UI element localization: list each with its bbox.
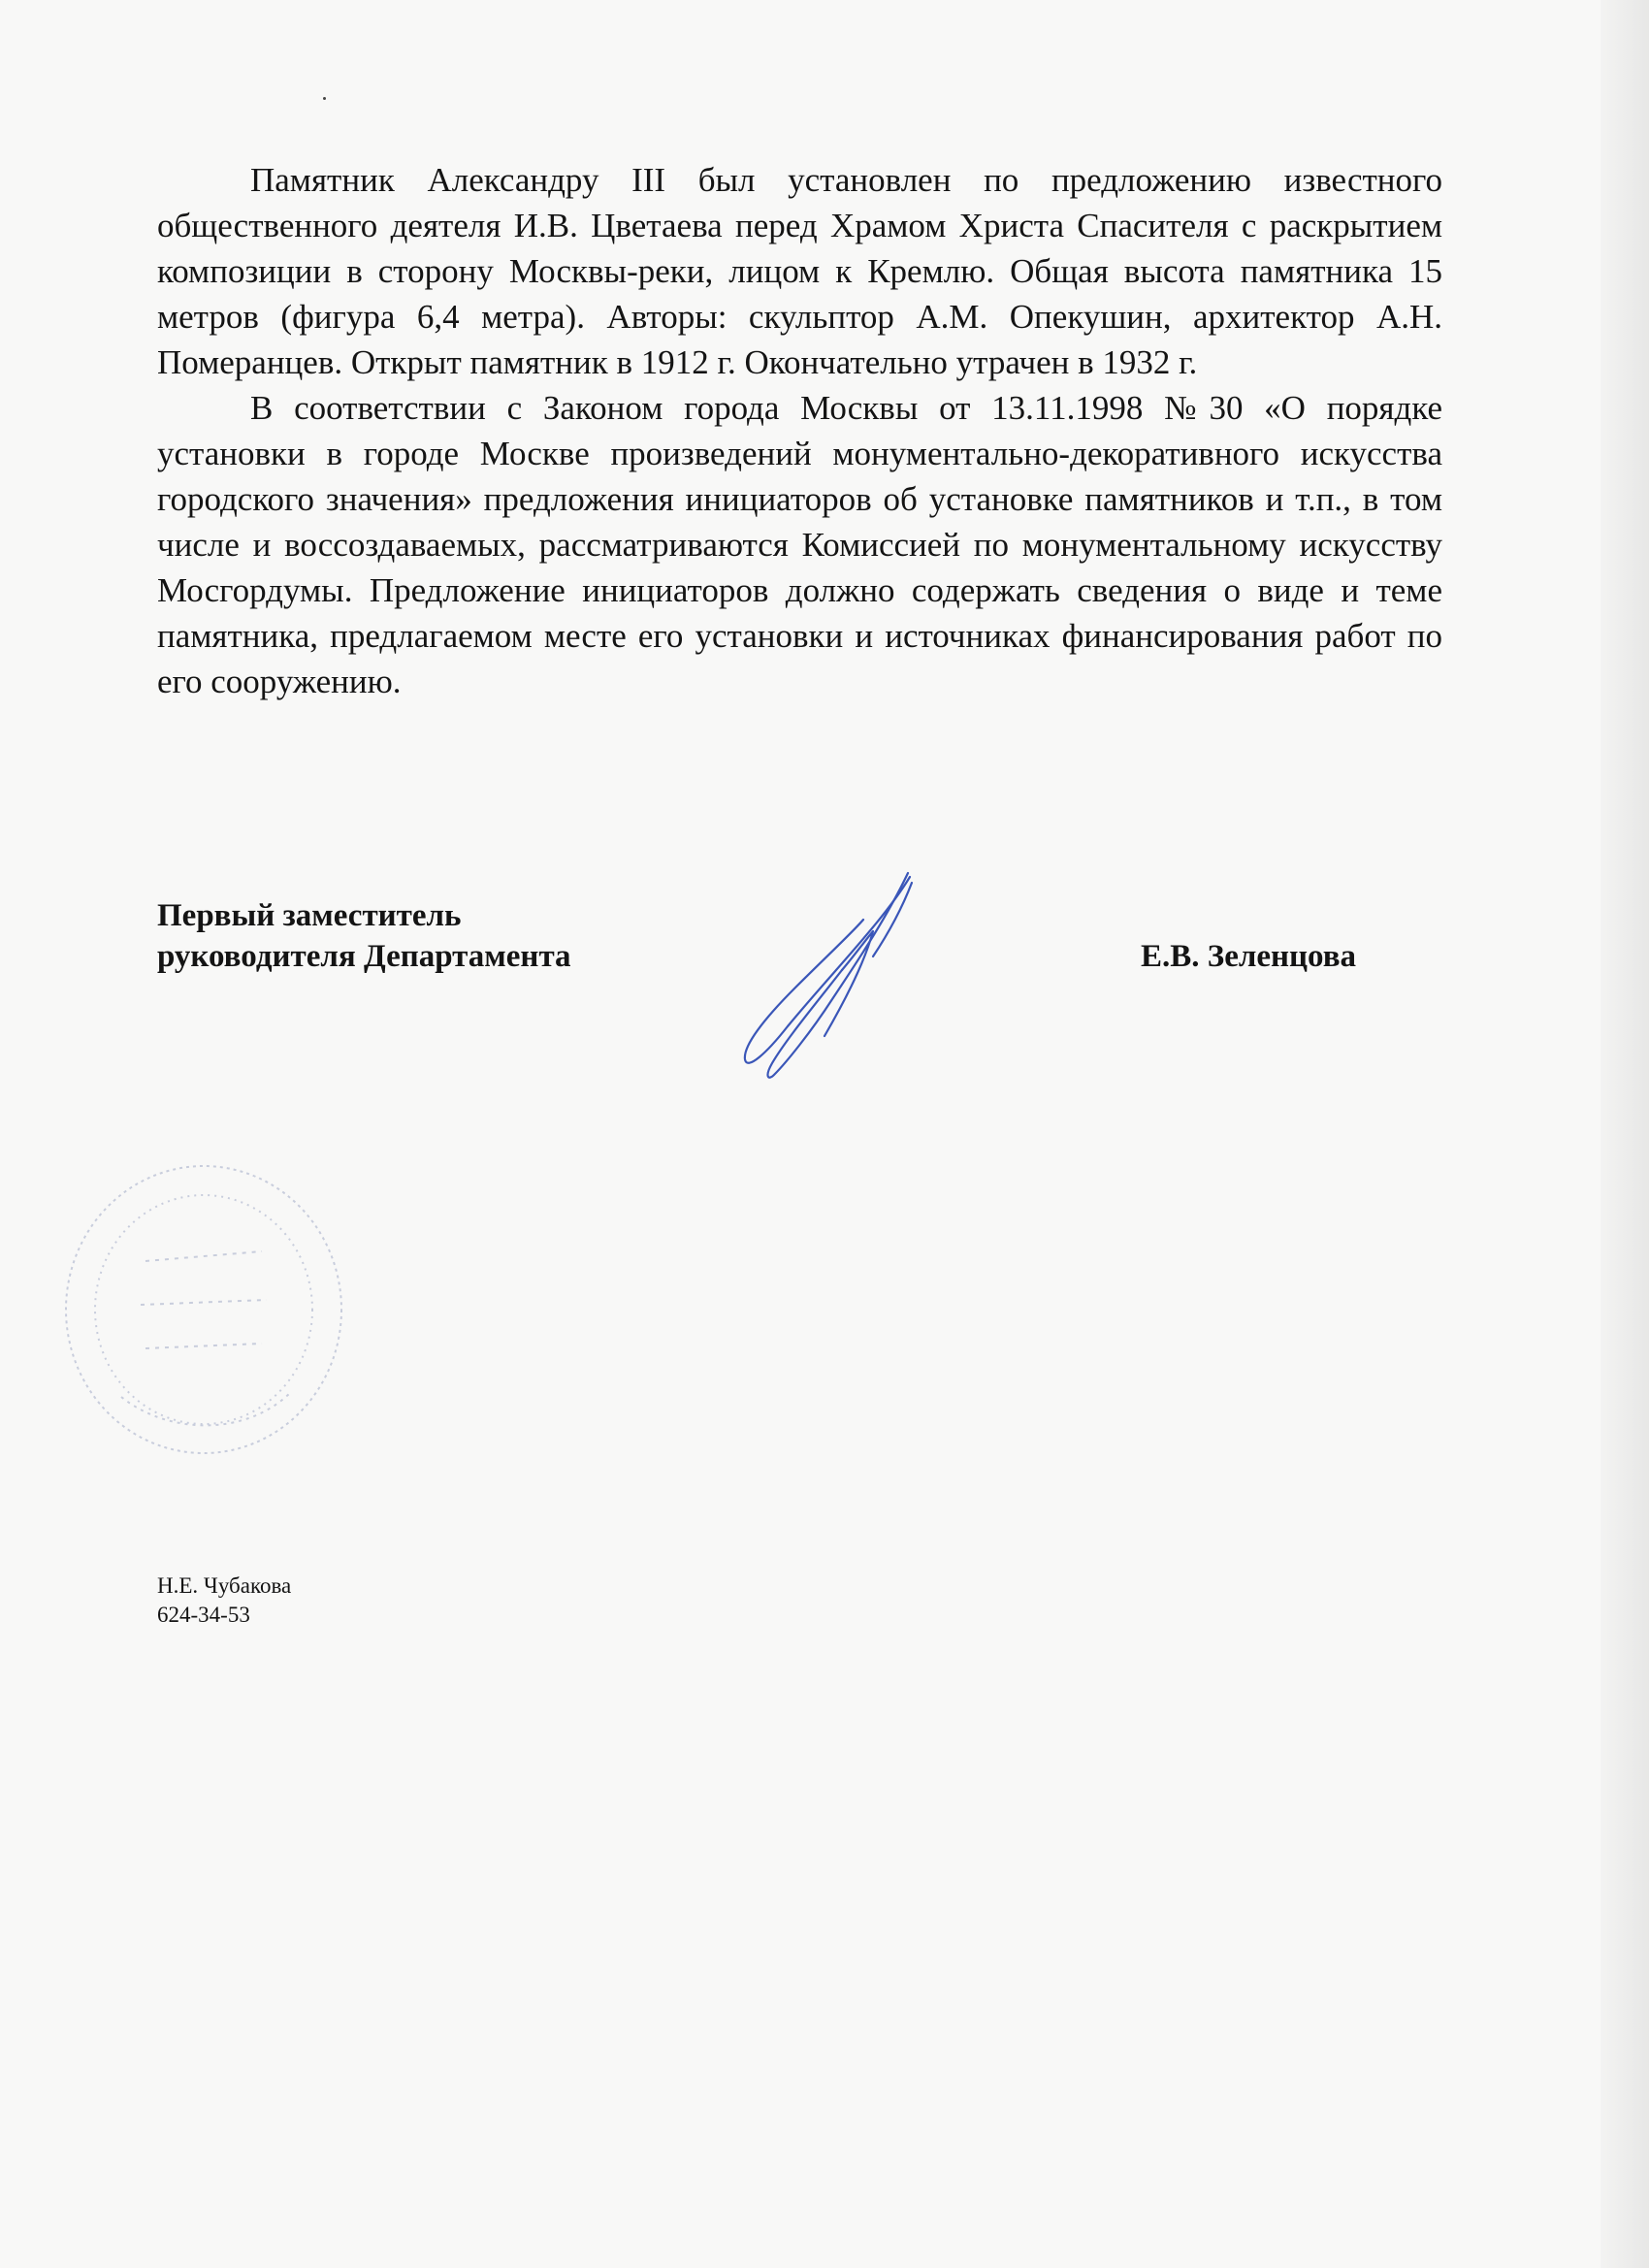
official-seal (53, 1145, 354, 1494)
letter-body (157, 157, 1442, 704)
scan-page-edge (1600, 0, 1649, 2268)
executor-name: Н.Е. Чубакова (157, 1573, 292, 1598)
signer-name: Е.В. Зеленцова (1141, 939, 1357, 974)
scan-speck (323, 97, 326, 100)
handwritten-signature (718, 863, 931, 1086)
signer-position-line1: Первый заместитель (157, 898, 462, 933)
signer-position-line2: руководителя Департамента (157, 939, 571, 974)
paragraph-law-reference: В соответствии с Законом города Москвы от 13.11.1998 №30 «О порядке установки в городе Москве произведений монументально-декоративного искусства городского значения» предложения инициаторов об установке памятников и т.п., в том числе и воссоздаваемых, рассматриваются Комиссией по монументальному искусству Мосгордумы. Предложение инициаторов должно содержать сведения о виде и теме памятника, предлагаемом месте его установки и источниках финансирования работ по его сооружению. (157, 389, 1442, 700)
executor-phone: 624-34-53 (157, 1603, 250, 1627)
paragraph-monument-history: Памятник Александру III был установлен по предложению известного общественного деятеля И.В. Цветаева перед Храмом Христа Спасителя с раскрытием композиции в сторону Москвы-реки, лицом к Кремлю. Общая высота памятника 15 метров (фигура 6,4 метра). Авторы: скульптор А.М. Опекушин, архитектор А.Н. Померанцев. Открыт памятник в 1912 г. Окончательно утрачен в 1932 г. (157, 161, 1442, 381)
executor-info (157, 1571, 291, 1630)
